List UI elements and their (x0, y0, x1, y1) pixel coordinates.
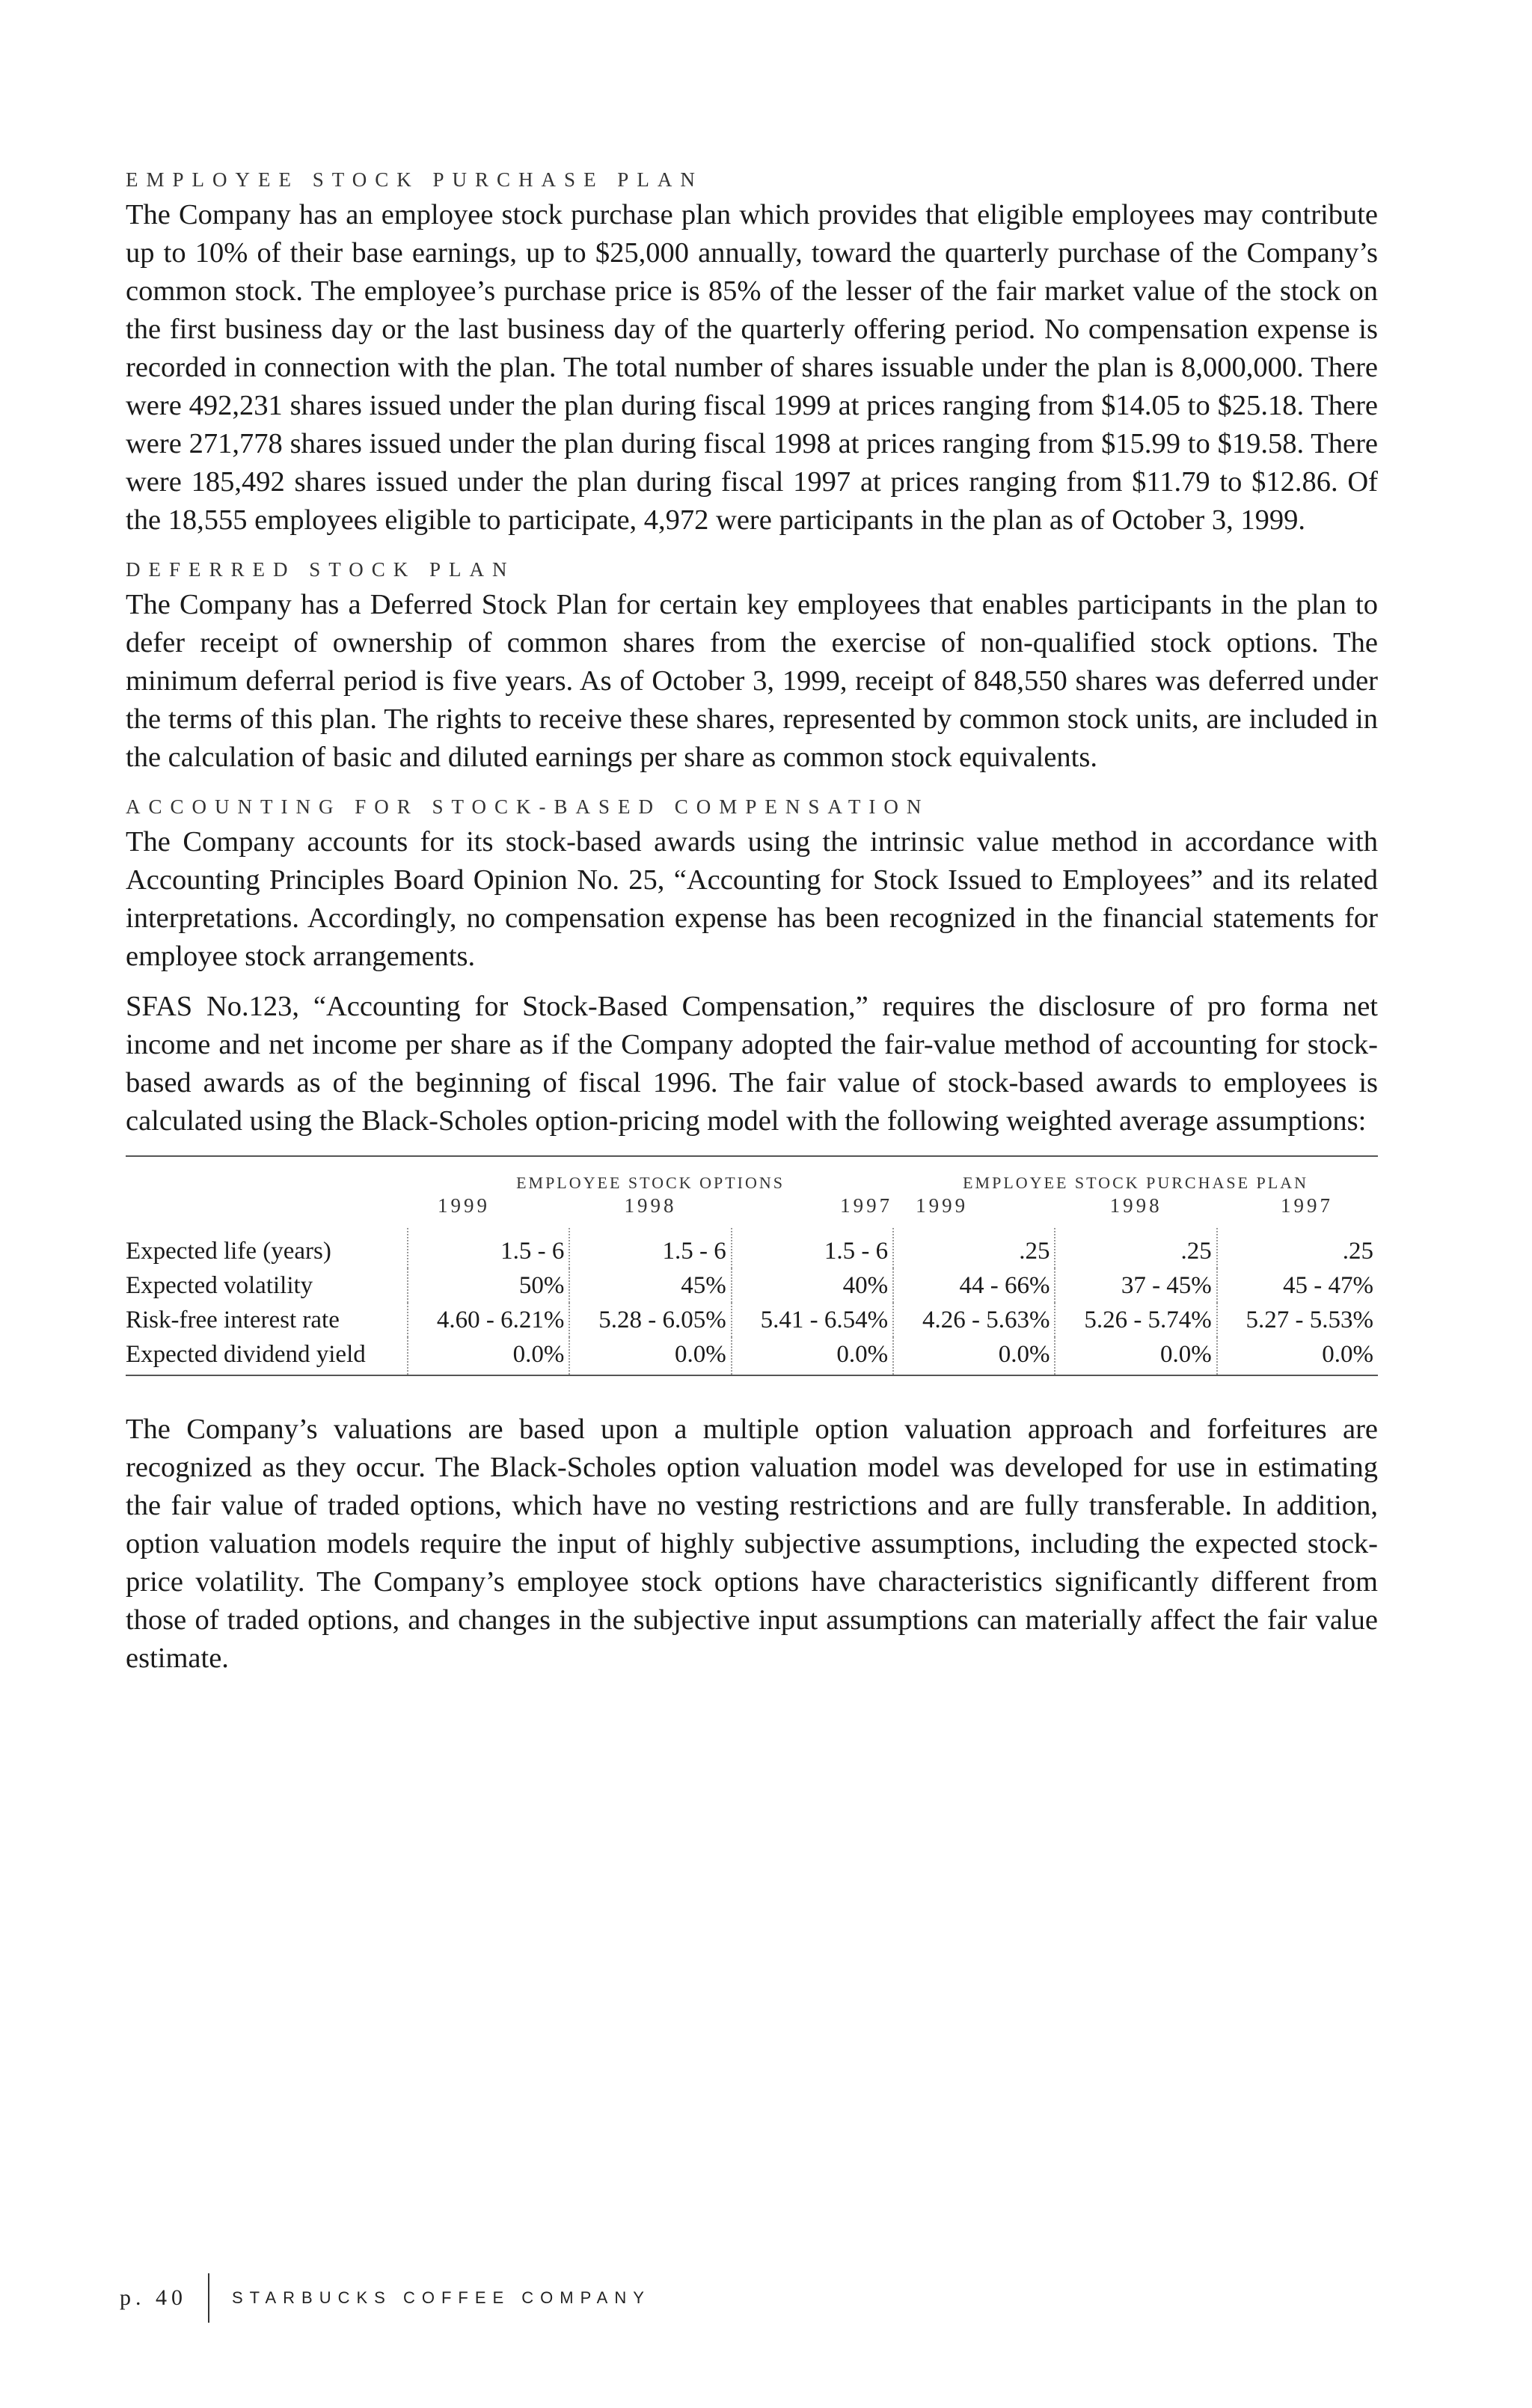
table-cell: 1.5 - 6 (732, 1228, 893, 1268)
table-cell: 5.41 - 6.54% (732, 1303, 893, 1337)
section-heading: DEFERRED STOCK PLAN (126, 558, 515, 581)
table-cell: 45 - 47% (1217, 1268, 1378, 1303)
year-header: 1998 (624, 1194, 677, 1217)
table-row (126, 1228, 1378, 1268)
row-label: Expected life (years) (126, 1238, 331, 1265)
section-heading: EMPLOYEE STOCK PURCHASE PLAN (126, 168, 703, 191)
company-name: STARBUCKS COFFEE COMPANY (232, 2288, 651, 2307)
table-cell: 5.27 - 5.53% (1217, 1303, 1378, 1337)
page-footer (120, 2273, 651, 2323)
table-cell: .25 (893, 1228, 1055, 1268)
assumptions-table (126, 1155, 1378, 1376)
footer-divider (208, 2273, 209, 2323)
table-row (126, 1337, 1378, 1375)
document-page (126, 166, 1378, 1678)
row-label: Expected dividend yield (126, 1341, 366, 1368)
year-header: 1998 (1109, 1194, 1162, 1217)
table-cell: 40% (732, 1268, 893, 1303)
table-cell: 4.26 - 5.63% (893, 1303, 1055, 1337)
table-cell: 0.0% (1055, 1337, 1216, 1375)
table-cell: 4.60 - 6.21% (408, 1303, 569, 1337)
table-cell: 44 - 66% (893, 1268, 1055, 1303)
table-cell: 45% (569, 1268, 731, 1303)
table-cell: 5.26 - 5.74% (1055, 1303, 1216, 1337)
row-label: Risk-free interest rate (126, 1307, 340, 1333)
table-cell: 1.5 - 6 (569, 1228, 731, 1268)
table-cell: 0.0% (408, 1337, 569, 1375)
body-paragraph: The Company accounts for its stock-based awards using the intrinsic value method in accordance with Accounting Principles Board Opinion No. 25, “Accounting for Stock Issued to Employees” and its related interpretations. Accordingly, no compensation expense has been recognized in the financial statements for employee stock arrangements. (126, 826, 1378, 972)
section-heading: ACCOUNTING FOR STOCK-BASED COMPENSATION (126, 795, 930, 818)
table-cell: 0.0% (1217, 1337, 1378, 1375)
group-header: EMPLOYEE STOCK OPTIONS (516, 1173, 785, 1192)
group-header: EMPLOYEE STOCK PURCHASE PLAN (963, 1173, 1308, 1192)
table-cell: 0.0% (893, 1337, 1055, 1375)
table-cell: 0.0% (569, 1337, 731, 1375)
table-cell: 50% (408, 1268, 569, 1303)
table-cell: .25 (1055, 1228, 1216, 1268)
table-cell: 0.0% (732, 1337, 893, 1375)
row-label: Expected volatility (126, 1272, 313, 1299)
body-paragraph: SFAS No.123, “Accounting for Stock-Based Compensation,” requires the disclosure of pro forma net income and net income per share as if the Company adopted the fair-value method of accounting for stock-based awards as of the beginning of fiscal 1996. The fair value of stock-based awards to employees is calculated using the Black-Scholes option-pricing model with the following weighted average assumptions: (126, 991, 1378, 1137)
body-paragraph: The Company’s valuations are based upon a multiple option valuation approach and forfeitures are recognized as they occur. The Black-Scholes option valuation model was developed for use in estimating the fair value of traded options, which have no vesting restrictions and are fully transferable. In addition, option valuation models require the input of highly subjective assumptions, including the expected stock-price volatility. The Company’s employee stock options have characteristics significantly different from those of traded options, and changes in the subjective input assumptions can materially affect the fair value estimate. (126, 1414, 1378, 1674)
table-cell: .25 (1217, 1228, 1378, 1268)
page-number: p. 40 (120, 2285, 187, 2310)
year-header: 1997 (840, 1194, 893, 1217)
table-row (126, 1268, 1378, 1303)
year-header: 1999 (916, 1194, 969, 1217)
body-paragraph: The Company has a Deferred Stock Plan for certain key employees that enables participants in the plan to defer receipt of ownership of common shares from the exercise of non-qualified stock options. The minimum deferral period is five years. As of October 3, 1999, receipt of 848,550 shares was deferred under the terms of this plan. The rights to receive these shares, represented by common stock units, are included in the calculation of basic and diluted earnings per share as common stock equivalents. (126, 589, 1378, 773)
table-row (126, 1303, 1378, 1337)
table-cell: 37 - 45% (1055, 1268, 1216, 1303)
year-header: 1999 (438, 1194, 490, 1217)
table-cell: 5.28 - 6.05% (569, 1303, 731, 1337)
year-header: 1997 (1281, 1194, 1333, 1217)
table-cell: 1.5 - 6 (408, 1228, 569, 1268)
body-paragraph: The Company has an employee stock purchase plan which provides that eligible employees may contribute up to 10% of their base earnings, up to $25,000 annually, toward the quarterly purchase of the Company’s common stock. The employee’s purchase price is 85% of the lesser of the fair market value of the stock on the first business day or the last business day of the quarterly offering period. No compensation expense is recorded in connection with the plan. The total number of shares issuable under the plan is 8,000,000. There were 492,231 shares issued under the plan during fiscal 1999 at prices ranging from $14.05 to $25.18. There were 271,778 shares issued under the plan during fiscal 1998 at prices ranging from $15.99 to $19.58. There were 185,492 shares issued under the plan during fiscal 1997 at prices ranging from $11.79 to $12.86. Of the 18,555 employees eligible to participate, 4,972 were participants in the plan as of October 3, 1999. (126, 199, 1378, 536)
